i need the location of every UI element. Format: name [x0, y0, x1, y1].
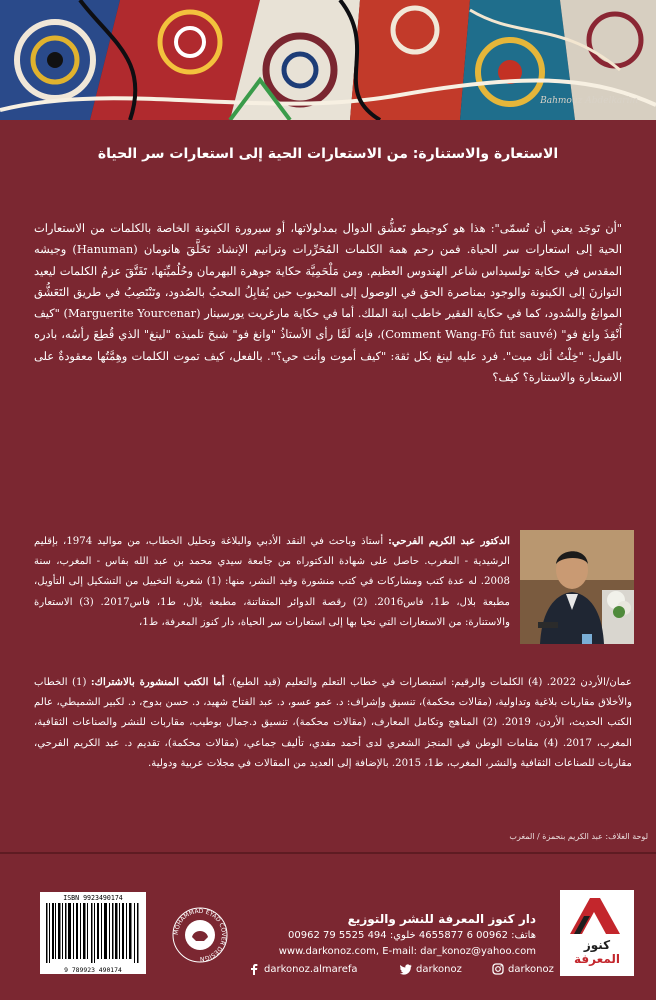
author-bio-rest: عمان/الأردن 2022. (4) الكلمات والرقيم: استبصارات في خطاب التعلم والتعليم (قيد الطبع). [229, 677, 632, 688]
author-photo [520, 530, 634, 644]
author-name: الدكتور عبد الكريم الفرحي: [388, 535, 510, 547]
isbn-barcode [40, 892, 146, 974]
cover-design-logo [170, 905, 230, 965]
twitter-icon [400, 963, 412, 975]
publisher-web-email: www.darkonoz.com, E-mail: dar_konoz@yahoo.com [278, 946, 536, 957]
design-logo-text: MOHAMMAD EYAD COVER DESIGN [172, 907, 228, 963]
blurb-text: "أن تَوجَد يعني أن تُسمّى": هذا هو كوجيطو تَعشُّق الدوال بمدلولاتها، أو سيرورة الكينونة الخاصة بالكلمات من الاستعارات الحية إلى استعارات سر الحياة. فمن رحم همة الكلمات المُحَرِّرات وترانيم الإنشاد تَخَلَّقَ هانومان (Hanuman) وجيشه المقدس في حكاية تولسيداس شاعر الهندوس العظيم. ومن مَلْحَمِيَّة حكاية جوهرة البهرمان وحُلُميِّتها، تَفَتَّقَ عزمُ الكلمات ليعيد التوازنَ إلى الكينونة والوجود بمناصرة الحق في الوصول إلى المحبوب حين يُقابِلُ المحبُ بالصُدود، وتَنْتَصِبُ في طريق التَعَشُّق الموانعُ والسُدود، كما في حكاية الفقير خاطب ابنة الملك. أما في حكاية مارغريت يورسينار (Marguerite Yourcenar) "كيف أُنْقِذَ وانغ فو" (Comment Wang-Fô fut sauvé)، فإنه لَمَّا رأى الأستاذُ "وانغ فو" شبحَ تلميذه "لينغ" الذي قُطِعَ رأسُه، بادره بالقول: "خِلْتُ أنك ميت". فرد عليه لينغ بكل ثقة: "كيف أموت وأنت حي؟". بالفعل، كيف تموت الكلمات وهِمَّتُها معقودةٌ على الاستعارة والاستنارة؟ كيف؟ [34, 221, 623, 385]
facebook-handle: darkonoz.almarefa [264, 963, 358, 975]
divider-line [0, 852, 656, 854]
facebook-link[interactable] [248, 961, 358, 977]
author-portrait-image [520, 530, 634, 644]
book-title: الاستعارة والاستنارة: من الاستعارات الحية إلى استعارات سر الحياة [97, 146, 559, 162]
brand-line-1: كنوز [583, 938, 611, 952]
cover-painting-credit: لوحة الغلاف: عبد الكريم بنحمزة / المغرب [509, 832, 648, 841]
twitter-handle: darkonoz [416, 963, 462, 975]
author-bio-continued [34, 672, 632, 774]
instagram-icon [492, 963, 504, 975]
author-bio-lead: أستاذ وباحث في النقد الأدبي والبلاغة وتحليل الخطاب، من مواليد 1974، بإقليم الرشيدية - المغرب. حاصل على شهادة الدكتوراه من جامعة سيدي محمد بن عبد الله بفاس - المغرب، سنة 2008. له عدة كتب ومشاركات في كتب منشورة وقيد النشر، منها: (1) شعرية التخييل من التشكيل إلى التأويل، مطبعة بلال، ط1، فاس2016. (2) رقصة الدوائر المتفاتنة، مطبعة بلال، ط1، فاس2017. (3) الاستعارة والاستنارة: من الاستعارات التي نحيا بها إلى استعارات سر الحياة، دار كنوز المعرفة، ط1، [34, 536, 511, 628]
twitter-link[interactable] [400, 961, 462, 977]
facebook-icon [248, 963, 260, 975]
shared-books-list: (1) الخطاب والأخلاق مقاربات بلاغية وتداولية، (مقالات محكمة)، تنسيق وإشراف: د. عمو عسو، د. عبد الفتاح شهيد، د. حسن بدوح، د. لكبير الشميطي، عالم الكتب الحديث، الأردن، 2019. (2) المناهج وتكامل المعارف، (مقالات محكمة)، تنسيق د.جمال بوطيب، مقاربات للنشر والصناعات الثقافية، المغرب، 2017. (4) مقامات الوطن في المنجز الشعري لدى أحمد مفدي، تأليف جماعي، (مقالات محكمة)، تقديم د. عبد الكريم الفرحي، مقاربات للصناعات الثقافية والنشر، المغرب، ط1، 2015. بالإضافة إلى العديد من المقالات في مجلات عربية ودولية. [34, 677, 633, 769]
publisher-mark-icon [560, 890, 634, 940]
shared-books-heading: أما الكتب المنشورة بالاشتراك: [90, 676, 225, 688]
instagram-link[interactable] [492, 961, 554, 977]
publisher-brand-logo [560, 890, 634, 976]
brand-line-2: المعرفة [573, 952, 621, 966]
cover-painting [0, 0, 656, 120]
barcode-icon [40, 903, 146, 965]
isbn-label: ISBN 9923490174 [63, 894, 123, 902]
publisher-phone: هاتف: 00962 6 4655877 خلوي: 494 5525 79 00962 [288, 930, 536, 941]
publisher-name: دار كنوز المعرفة للنشر والتوزيع [347, 912, 536, 926]
instagram-handle: darkonoz [508, 963, 554, 975]
publisher-brand-text [560, 938, 634, 966]
author-bio [34, 531, 510, 633]
painter-signature: Bahmouz Abdelkarim [540, 96, 638, 106]
circular-logo-icon [170, 905, 230, 965]
isbn-number: 9 789923 490174 [64, 966, 122, 974]
